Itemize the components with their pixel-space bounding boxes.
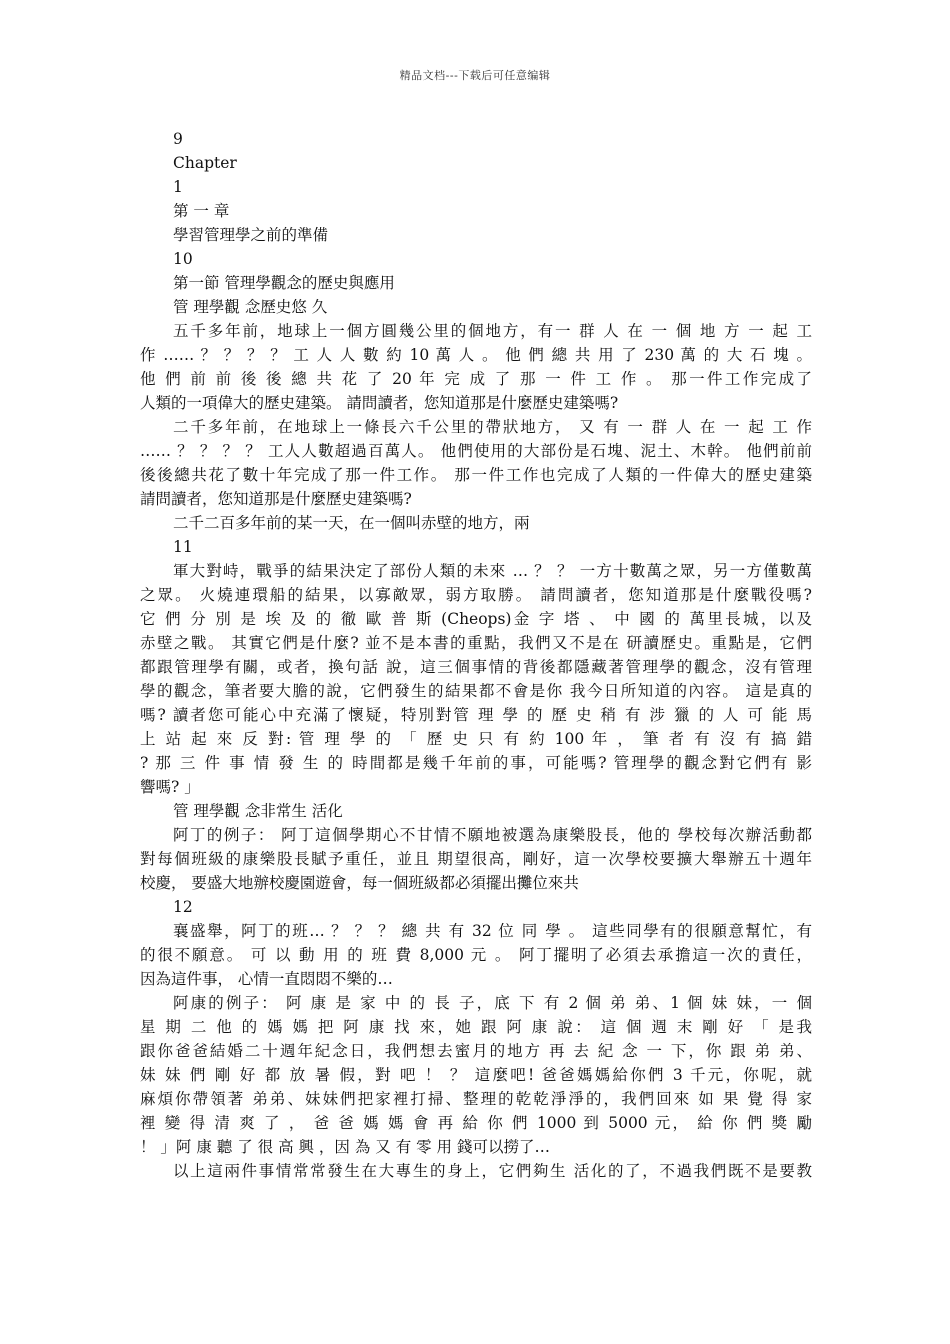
paragraph-line: 校慶， 要盛大地辦校慶園遊會，每一個班級都必須擺出攤位來共 <box>140 874 579 892</box>
document-body <box>140 127 812 1183</box>
paragraph-line: 對每個班級的康樂股長賦予重任，並且 期望很高，剛好，這一次學校要擴大舉辦五十週年 <box>140 850 812 868</box>
paragraph-line: ！ 」阿 康 聽 了 很 高 興 ，因 為 又 有 零 用 錢可以撈了… <box>140 1138 550 1156</box>
paragraph-line: 阿康的例子： 阿 康 是 家 中 的 長 子，底 下 有 2 個 弟 弟、1 個 妹 妹，一 個 <box>173 994 812 1012</box>
paragraph-line: 因為這件事， 心情一直悶悶不樂的… <box>140 970 393 988</box>
chapter-number: 1 <box>173 178 183 196</box>
chapter-title: 學習管理學之前的準備 <box>173 226 329 244</box>
paragraph-line: 它 們 分 別 是 埃 及 的 徹 歐 普 斯 (Cheops)金 字 塔 、 中 國 的 萬里長城，以及 <box>140 610 812 628</box>
paragraph-line: 星 期 二 他 的 媽 媽 把 阿 康 找 來，她 跟 阿 康 說： 這 個 週 末 剛 好 「 是我 <box>140 1018 812 1036</box>
paragraph-line: 嗎? 讀者您可能心中充滿了懷疑，特別對管 理 學 的 歷 史 稍 有 涉 獵 的 人 可 能 馬 <box>140 706 812 724</box>
page-header: 精品文档---下载后可任意编辑 <box>399 69 551 82</box>
paragraph-line: 他 們 前 前 後 後 總 共 花 了 20 年 完 成 了 那 一 件 工 作 。 那一件工作完成了 <box>140 370 812 388</box>
page-number: 12 <box>173 898 193 916</box>
paragraph-line: 五千多年前，地球上一個方圓幾公里的個地方，有一 群 人 在 一 個 地 方 一 起 工 <box>173 322 812 340</box>
paragraph-line: 都跟管理學有關，或者，換句話 說，這三個事情的背後都隱藏著管理學的觀念，沒有管理 <box>140 658 812 676</box>
paragraph-line: ? 那 三 件 事 情 發 生 的 時間都是幾千年前的事，可能嗎? 管理學的觀念對它們有 影 <box>140 754 812 772</box>
paragraph-line: 麻煩你帶領著 弟弟、妹妹們把家裡打掃、整理的乾乾淨淨的，我們回來 如 果 覺 得 家 <box>140 1090 812 1108</box>
paragraph-line: 襄盛舉，阿丁的班… ？ ？ ？ 總 共 有 32 位 同 學 。 這些同學有的很願意幫忙，有 <box>173 922 812 940</box>
paragraph-line: 裡 變 得 清 爽 了 ， 爸 爸 媽 媽 會 再 給 你 們 1000 到 5000 元， 給 你 們 獎 勵 <box>140 1114 812 1132</box>
paragraph-line: 以上這兩件事情常常發生在大專生的身上，它們夠生 活化的了，不過我們既不是要教 <box>173 1162 812 1180</box>
paragraph-line: 學的觀念，筆者要大膽的說，它們發生的結果都不會是你 我今日所知道的內容。 這是真的 <box>140 682 812 700</box>
paragraph-line: …… ？ ？ ？ ？ 工人人數超過百萬人。 他們使用的大部份是石塊、泥土、木幹。 他們前前 <box>140 442 812 460</box>
paragraph-line: 之眾。 火燒連環船的結果，以寡敵眾，弱方取勝。 請問讀者，您知道那是什麼戰役嗎? <box>140 586 812 604</box>
paragraph-line: 人類的一項偉大的歷史建築。 請問讀者，您知道那是什麼歷史建築嗎? <box>140 394 619 412</box>
paragraph-line: 二千多年前，在地球上一條長六千公里的帶狀地方， 又 有 一 群 人 在 一 起 工 作 <box>173 418 812 436</box>
paragraph-line: 上 站 起 來 反 對: 管 理 學 的 「 歷 史 只 有 約 100 年 ， 筆 者 有 沒 有 搞 錯 <box>140 730 812 748</box>
paragraph-line: 二千二百多年前的某一天，在一個叫赤壁的地方，兩 <box>173 514 530 532</box>
paragraph-line: 軍大對峙，戰爭的結果決定了部份人類的未來 … ？ ？ 一方十數萬之眾，另一方僅數萬 <box>173 562 812 580</box>
chapter-label: Chapter <box>173 154 237 172</box>
subsection-title: 管 理學觀 念歷史悠 久 <box>173 298 328 316</box>
paragraph-line: 後後總共花了數十年完成了那一件工作。 那一件工作也完成了人類的一件偉大的歷史建築 <box>140 466 812 484</box>
paragraph-line: 請問讀者，您知道那是什麼歷史建築嗎? <box>140 490 412 508</box>
subsection-title: 管 理學觀 念非常生 活化 <box>173 802 343 820</box>
paragraph-line: 阿丁的例子： 阿丁這個學期心不甘情不願地被選為康樂股長，他的 學校每次辦活動都 <box>173 826 812 844</box>
chapter-heading: 第 一 章 <box>173 202 230 220</box>
paragraph-line: 作 …… ？ ？ ？ ？ 工 人 人 數 約 10 萬 人 。 他 們 總 共 用 了 230 萬 的 大 石 塊 。 <box>140 346 812 364</box>
paragraph-line: 妹 妹 們 剛 好 都 放 暑 假，對 吧 ！ ？ 這麼吧! 爸爸媽媽給你們 3 千元，你呢，就 <box>140 1066 812 1084</box>
paragraph-line: 赤壁之戰。 其實它們是什麼? 並不是本書的重點，我們又不是在 研讀歷史。重點是，它們 <box>140 634 812 652</box>
page-number: 10 <box>173 250 193 268</box>
page-number: 11 <box>173 538 193 556</box>
paragraph-line: 跟你爸爸結婚二十週年紀念日，我們想去蜜月的地方 再 去 紀 念 一 下，你 跟 弟 弟、 <box>140 1042 812 1060</box>
paragraph-line: 響嗎? 」 <box>140 778 200 796</box>
paragraph-line: 的很不願意。 可 以 動 用 的 班 費 8,000 元 。 阿丁擺明了必須去承擔這一次的責任， <box>140 946 812 964</box>
page-number: 9 <box>173 130 183 148</box>
section-title: 第一節 管理學觀念的歷史與應用 <box>173 274 395 292</box>
